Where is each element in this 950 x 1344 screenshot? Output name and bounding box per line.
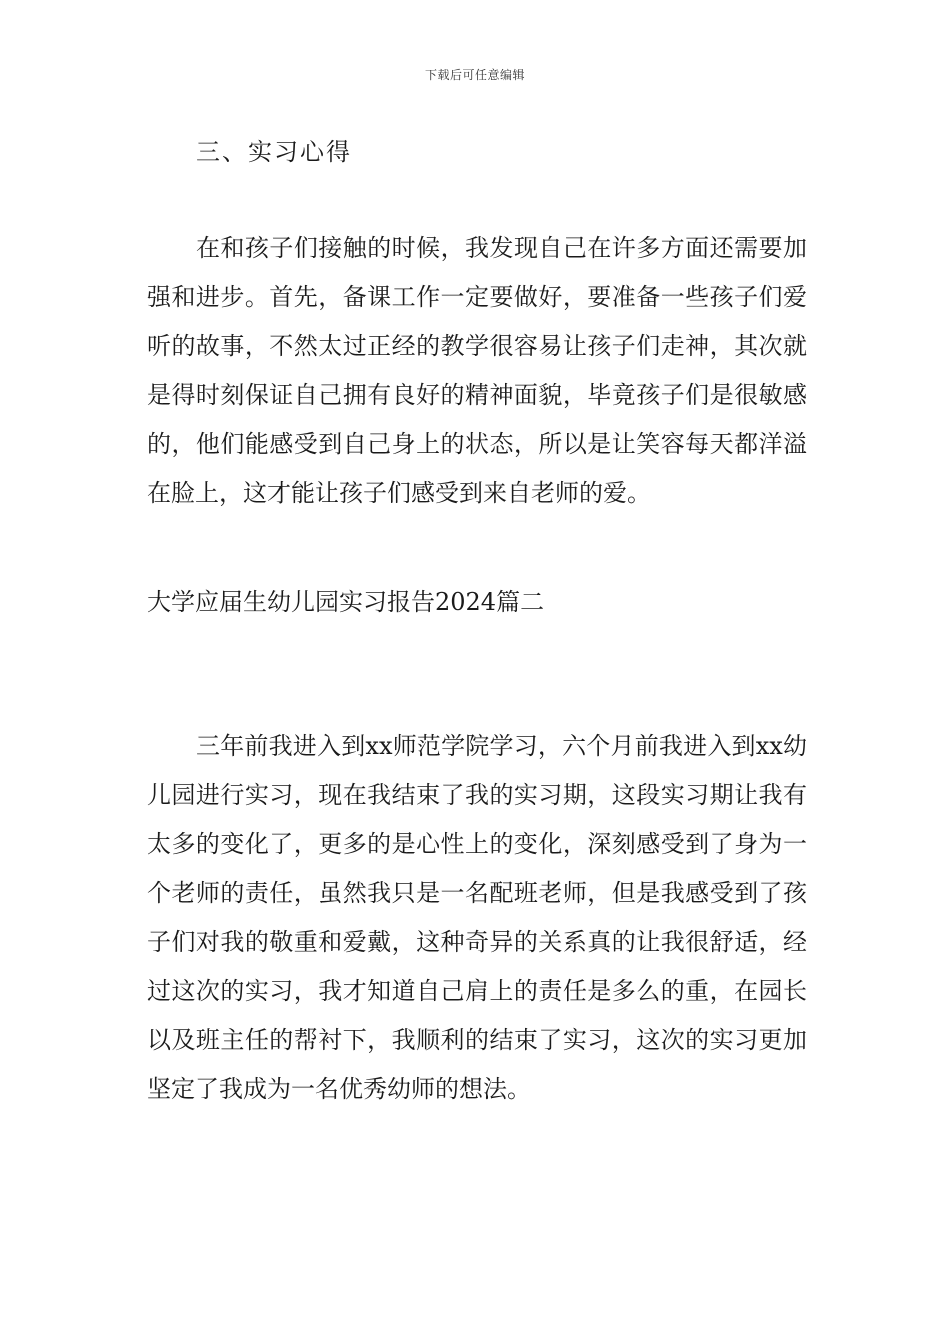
header-note: 下载后可任意编辑 <box>424 68 525 82</box>
section-heading: 三、实习心得 <box>196 138 352 166</box>
article-title: 大学应届生幼儿园实习报告2024篇二 <box>147 588 545 616</box>
section-paragraph: 在和孩子们接触的时候，我发现自己在许多方面还需要加强和进步。首先，备课工作一定要做好，要准备一些孩子们爱听的故事，不然太过正经的教学很容易让孩子们走神，其次就是得时刻保证自己拥有良好的精神面貌，毕竟孩子们是很敏感的，他们能感受到自己身上的状态，所以是让笑容每天都洋溢在脸上，这才能让孩子们感受到来自老师的爱。 <box>147 234 807 507</box>
article-paragraph: 三年前我进入到xx师范学院学习，六个月前我进入到xx幼儿园进行实习，现在我结束了我的实习期，这段实习期让我有太多的变化了，更多的是心性上的变化，深刻感受到了身为一个老师的责任，虽然我只是一名配班老师，但是我感受到了孩子们对我的敬重和爱戴，这种奇异的关系真的让我很舒适，经过这次的实习，我才知道自己肩上的责任是多么的重，在园长以及班主任的帮衬下，我顺利的结束了实习，这次的实习更加坚定了我成为一名优秀幼师的想法。 <box>147 732 807 1103</box>
